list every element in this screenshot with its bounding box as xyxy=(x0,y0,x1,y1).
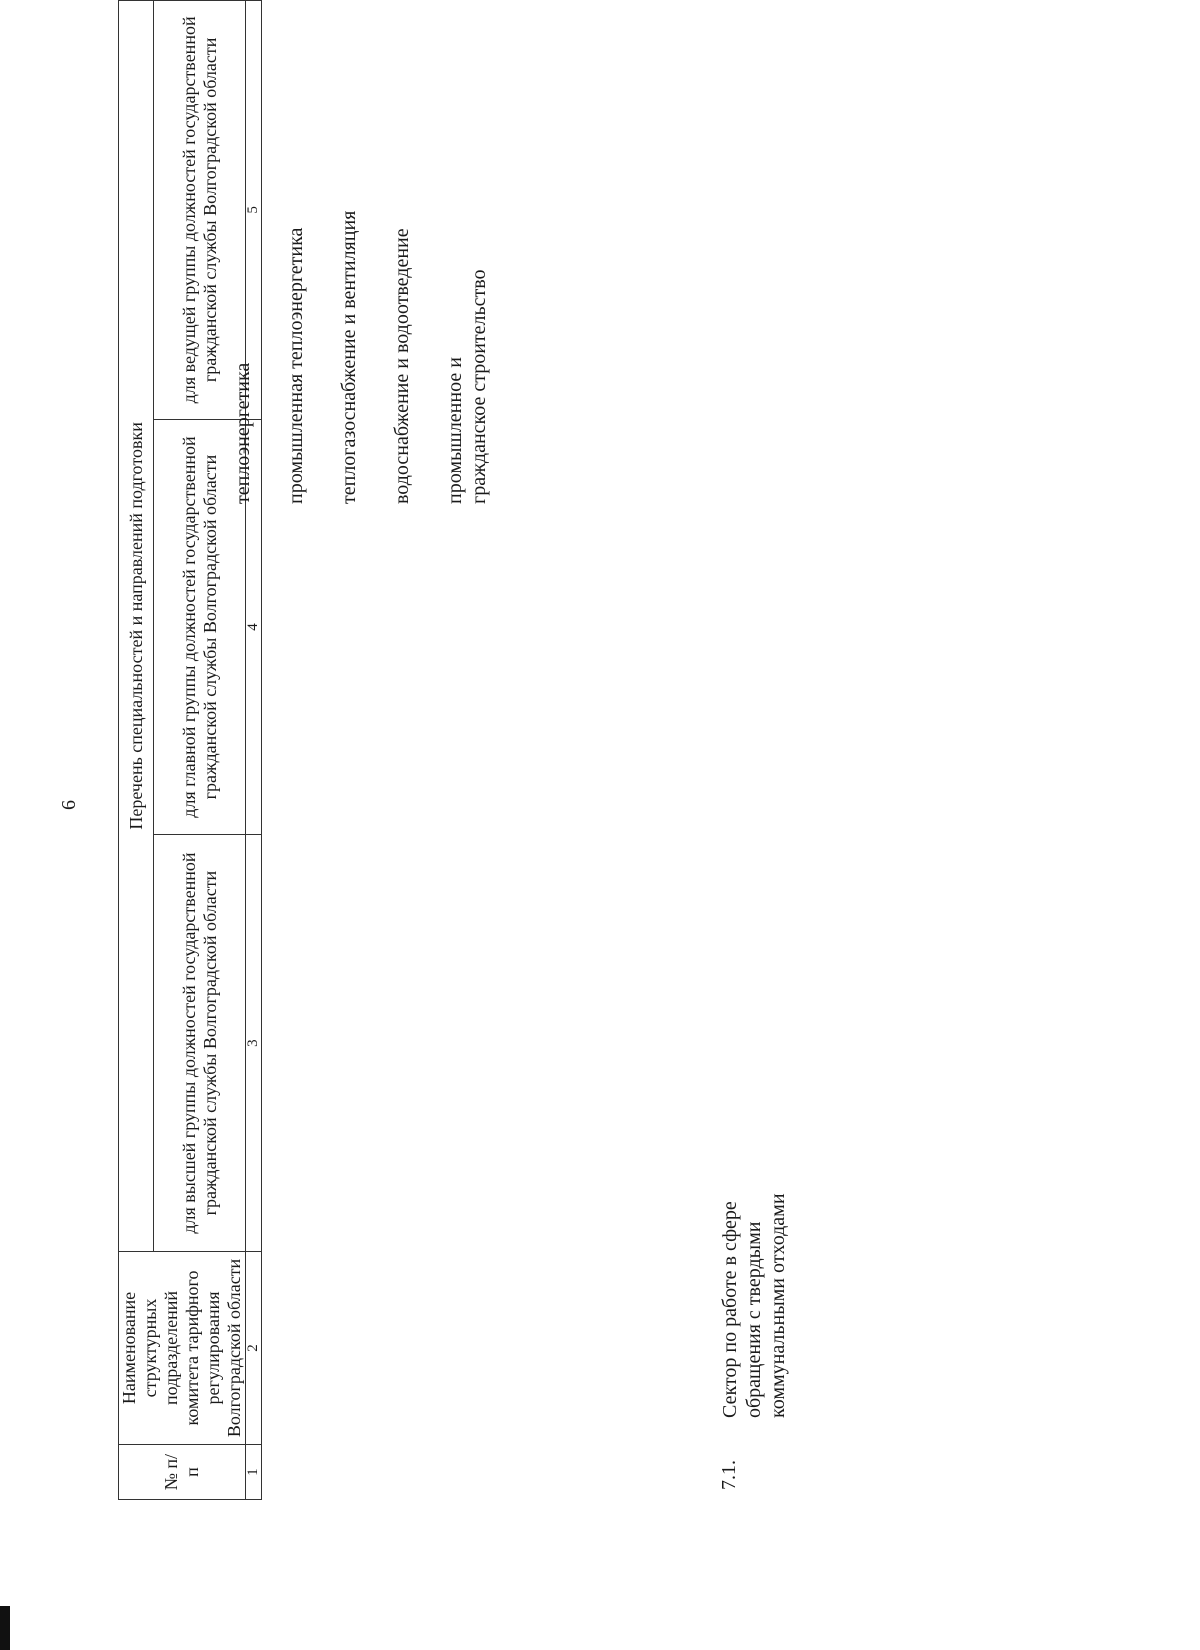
page-number: 6 xyxy=(58,800,80,810)
specialty-item: теплоэнергетика xyxy=(232,362,254,504)
header-main-group: для главной группы должностей государственной гражданской службы Волгоградской области xyxy=(154,419,246,835)
row-number: 7.1. xyxy=(718,1460,740,1490)
header-division-name: Наименование структурных подразделений комитета тарифного регулирования Волгоградской области xyxy=(119,1251,246,1444)
scan-edge-mark xyxy=(0,1606,10,1650)
column-index: 2 xyxy=(246,1251,262,1444)
specialty-item: промышленное и гражданское строительство xyxy=(444,269,490,504)
division-name: Сектор по работе в сфере обращения с твердыми коммунальными отходами xyxy=(719,1193,789,1418)
header-highest-group: для высшей группы должностей государственной гражданской службы Волгоградской области xyxy=(154,835,246,1251)
column-index: 3 xyxy=(246,835,262,1251)
header-specialties-group: Перечень специальностей и направлений подготовки xyxy=(119,1,154,1252)
column-index: 4 xyxy=(246,419,262,835)
specialty-item: водоснабжение и водоотведение xyxy=(391,228,413,504)
header-leading-group: для ведущей группы должностей государственной гражданской службы Волгоградской области xyxy=(154,1,246,420)
column-index: 1 xyxy=(246,1445,262,1500)
specialty-item: теплогазоснабжение и вентиляция xyxy=(338,210,360,504)
column-index: 5 xyxy=(246,1,262,420)
main-group-specialties xyxy=(231,174,520,504)
header-number: № п/п xyxy=(119,1445,246,1500)
specialty-item: промышленная теплоэнергетика xyxy=(285,227,307,504)
